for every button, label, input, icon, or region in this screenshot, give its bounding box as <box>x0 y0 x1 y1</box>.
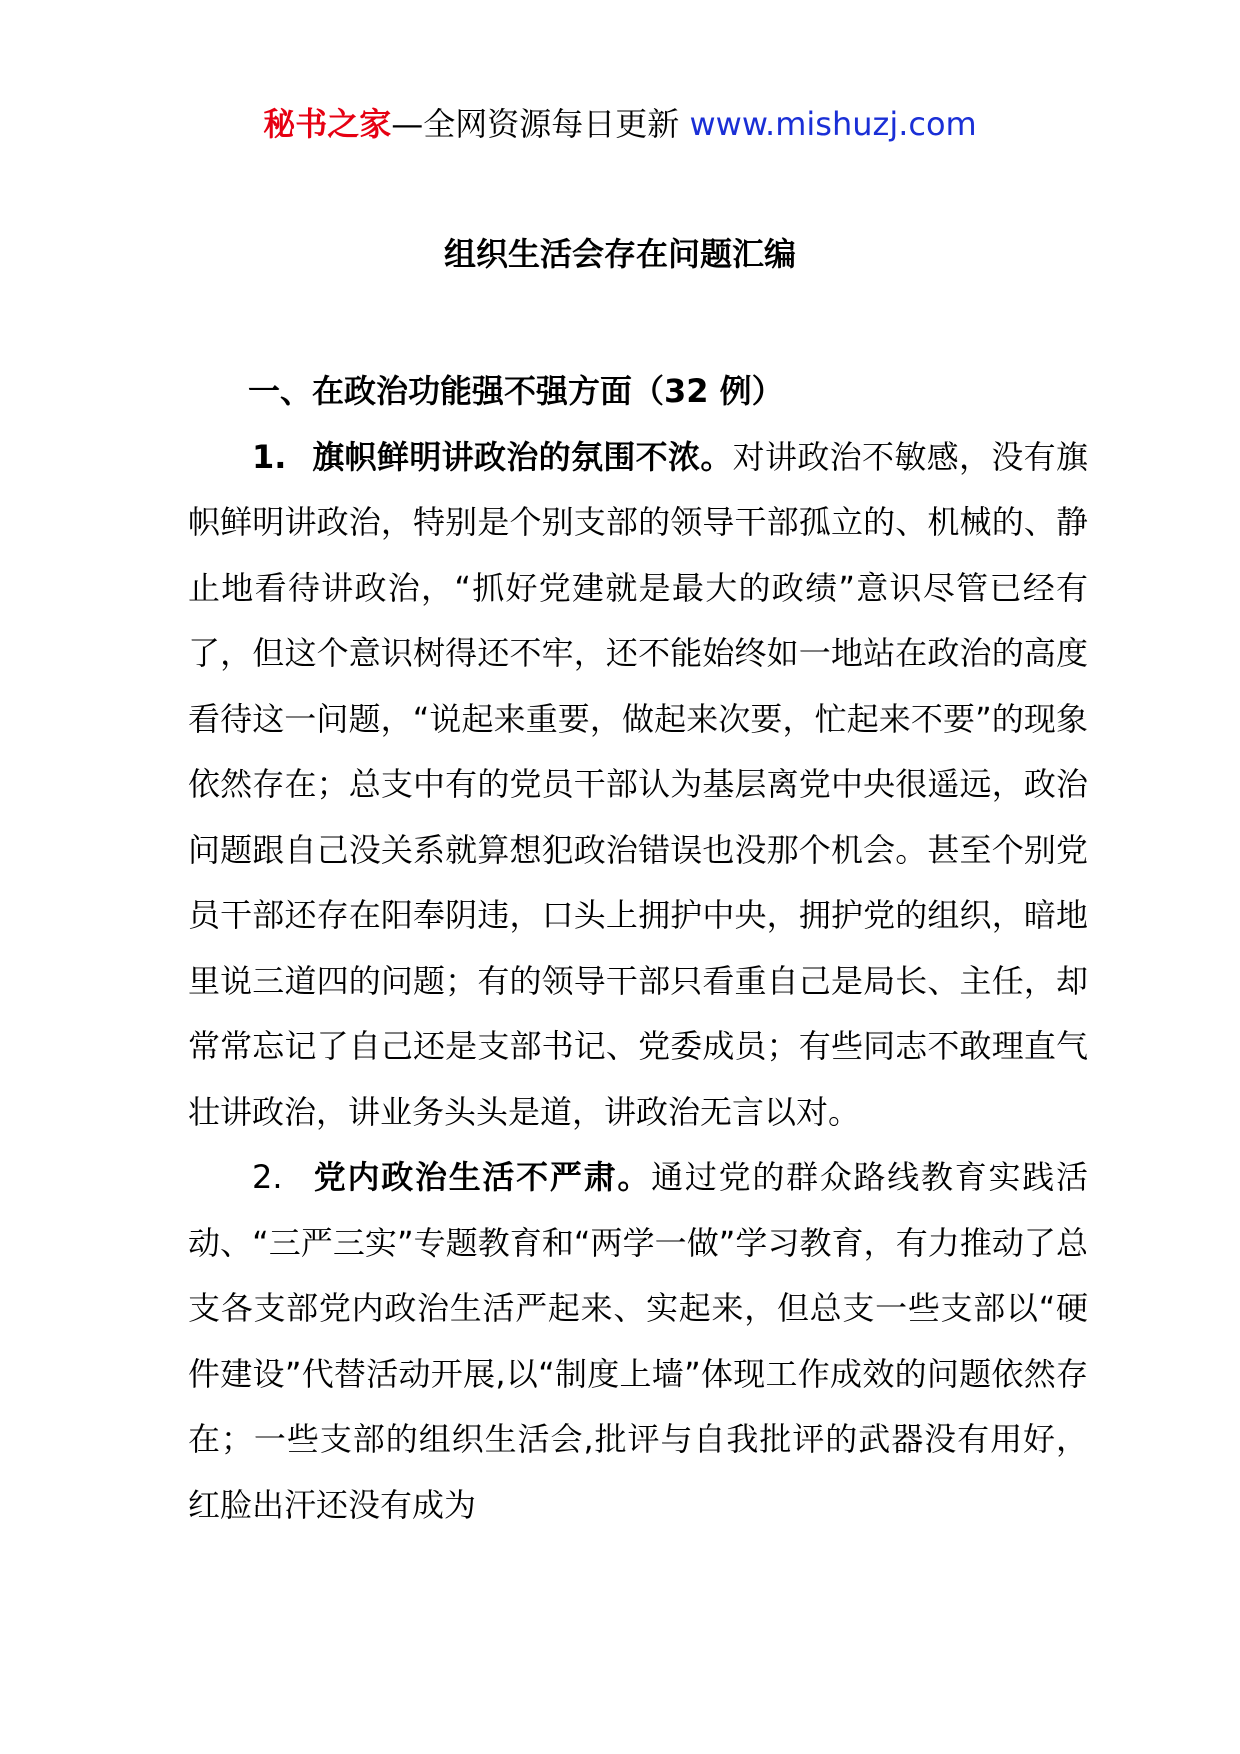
brand-name: 秘书之家 <box>263 105 392 143</box>
item-number: 2. <box>252 1158 283 1196</box>
item-number: 1. <box>252 437 287 476</box>
header-tagline: —全网资源每日更新 <box>391 105 690 143</box>
list-item <box>188 425 1088 1146</box>
item-body: 通过党的群众路线教育实践活动、“三严三实”专题教育和“两学一做”学习教育，有力推动了总支各支部党内政治生活严起来、实起来，但总支一些支部以“硬件建设”代替活动开展,以“制度上墙”体现工作成效的问题依然存在；一些支部的组织生活会,批评与自我批评的武器没有用好，红脸出汗还没有成为 <box>188 1158 1088 1524</box>
item-body: 对讲政治不敏感，没有旗帜鲜明讲政治，特别是个别支部的领导干部孤立的、机械的、静止地看待讲政治，“抓好党建就是最大的政绩”意识尽管已经有了，但这个意识树得还不牢，还不能始终如一地站在政治的高度看待这一问题，“说起来重要，做起来次要，忙起来不要”的现象依然存在；总支中有的党员干部认为基层离党中央很遥远，政治问题跟自己没关系就算想犯政治错误也没那个机会。甚至个别党员干部还存在阳奉阴违，口头上拥护中央，拥护党的组织，暗地里说三道四的问题；有的领导干部只看重自己是局长、主任，却常常忘记了自己还是支部书记、党委成员；有些同志不敢理直气壮讲政治，讲业务头头是道，讲政治无言以对。 <box>188 437 1088 1131</box>
document-body <box>188 359 1088 1538</box>
document-title: 组织生活会存在问题汇编 <box>443 235 796 273</box>
item-lead: 旗帜鲜明讲政治的氛围不浓。 <box>312 437 733 476</box>
site-header <box>0 96 1240 152</box>
item-lead: 党内政治生活不严肃。 <box>312 1158 652 1196</box>
site-url-link[interactable]: www.mishuzj.com <box>689 105 977 143</box>
section-heading: 一、在政治功能强不强方面（32 例） <box>248 372 784 410</box>
list-item <box>188 1145 1088 1538</box>
